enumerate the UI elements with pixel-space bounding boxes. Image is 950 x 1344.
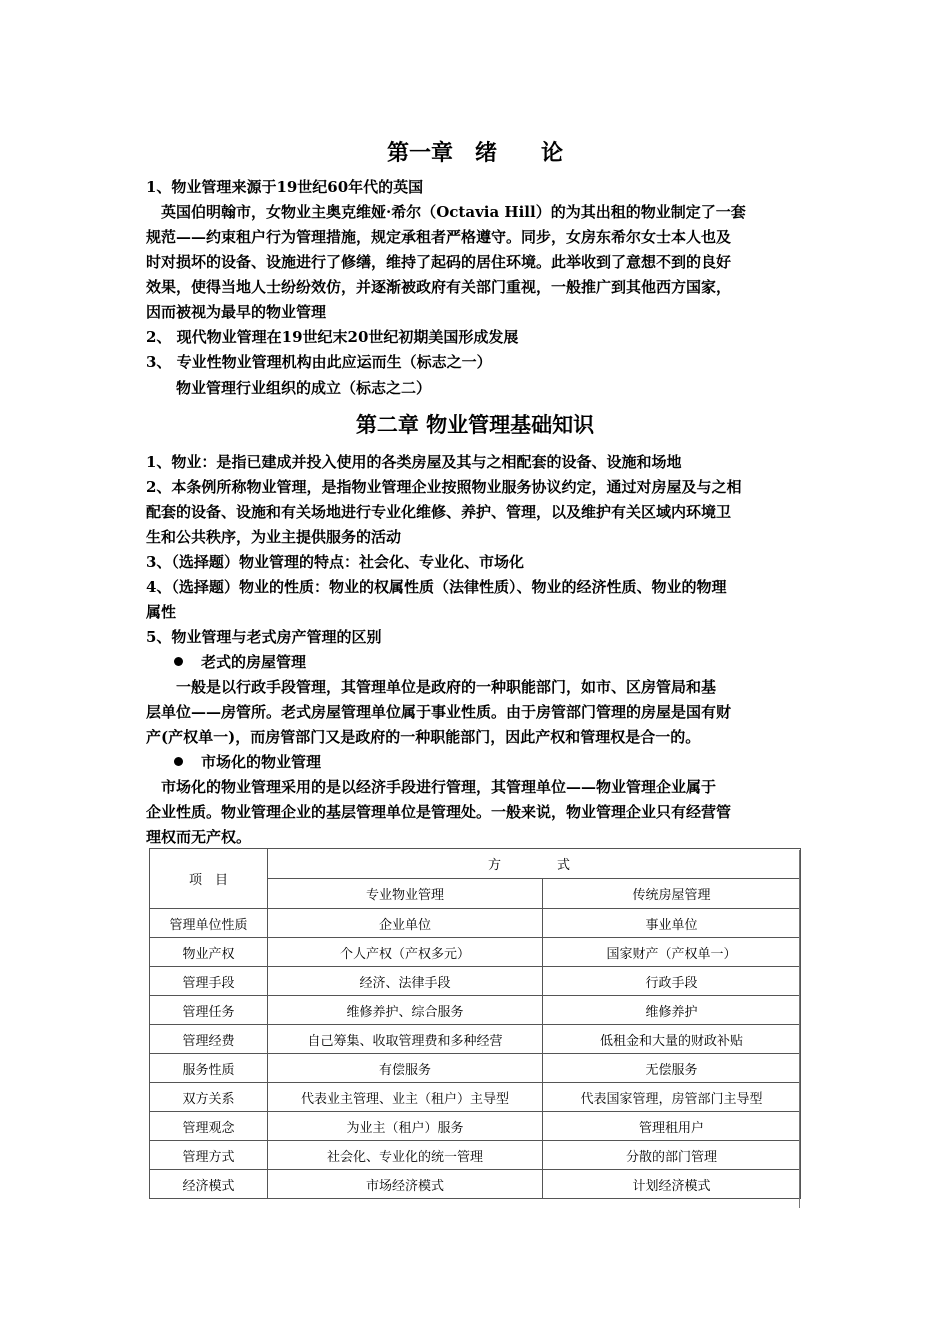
ch2-line-6: 4、（选择题）物业的性质：物业的权属性质（法律性质）、物业的经济性质、物业的物理 — [146, 578, 727, 596]
table-row — [150, 1083, 801, 1112]
ch2-line-3: 配套的设备、设施和有关场地进行专业化维修、养护、管理，以及维护有关区域内环境卫 — [146, 503, 732, 521]
table-cell: 管理单位性质 — [150, 909, 268, 938]
table-cell: 分散的部门管理 — [543, 1141, 801, 1170]
table-cell: 低租金和大量的财政补贴 — [543, 1025, 801, 1054]
para2-line-2: 企业性质。物业管理企业的基层管理单位是管理处。一般来说，物业管理企业只有经营管 — [146, 803, 732, 821]
table-cell: 经济模式 — [150, 1170, 268, 1199]
table-right-edge — [799, 850, 800, 1208]
table-cell: 管理手段 — [150, 967, 268, 996]
table-row — [150, 938, 801, 967]
table-cell: 代表业主管理、业主（租户）主导型 — [268, 1083, 543, 1112]
comparison-table — [149, 848, 801, 1199]
table-cell: 社会化、专业化的统一管理 — [268, 1141, 543, 1170]
header-mode: 方 式 — [268, 849, 801, 879]
table-cell: 无偿服务 — [543, 1054, 801, 1083]
bullet-dot — [174, 757, 183, 766]
table-row — [150, 1112, 801, 1141]
header-item: 项 目 — [150, 849, 268, 909]
ch1-line-5: 效果，使得当地人士纷纷效仿，并逐渐被政府有关部门重视，一般推广到其他西方国家， — [146, 278, 732, 296]
para1-line-3: 产(产权单一)，而房管部门又是政府的一种职能部门，因此产权和管理权是合一的。 — [146, 728, 701, 746]
table-cell: 为业主（租户）服务 — [268, 1112, 543, 1141]
ch1-line-1: 1、物业管理来源于19世纪60年代的英国 — [146, 178, 424, 196]
table-cell: 管理观念 — [150, 1112, 268, 1141]
ch1-line-9: 物业管理行业组织的成立（标志之二） — [161, 379, 432, 397]
table-cell: 物业产权 — [150, 938, 268, 967]
table-cell: 管理任务 — [150, 996, 268, 1025]
table-cell: 管理经费 — [150, 1025, 268, 1054]
table-row — [150, 996, 801, 1025]
table-cell: 事业单位 — [543, 909, 801, 938]
table-row — [150, 1025, 801, 1054]
table-cell: 国家财产（产权单一） — [543, 938, 801, 967]
bullet-market-property-label: 市场化的物业管理 — [201, 753, 322, 771]
table-row — [150, 909, 801, 938]
bullet-old-housing-label: 老式的房屋管理 — [201, 653, 307, 671]
para2-line-3: 理权而无产权。 — [146, 828, 252, 846]
table-cell: 管理方式 — [150, 1141, 268, 1170]
ch1-line-4: 时对损坏的设备、设施进行了修缮，维持了起码的居住环境。此举收到了意想不到的良好 — [146, 253, 732, 271]
table-cell: 经济、法律手段 — [268, 967, 543, 996]
table-cell: 服务性质 — [150, 1054, 268, 1083]
para1-line-2: 层单位——房管所。老式房屋管理单位属于事业性质。由于房管部门管理的房屋是国有财 — [146, 703, 732, 721]
table-cell: 行政手段 — [543, 967, 801, 996]
bullet-old-housing — [174, 650, 306, 674]
ch1-line-6: 因而被视为最早的物业管理 — [146, 303, 327, 321]
table-cell: 自己筹集、收取管理费和多种经营 — [268, 1025, 543, 1054]
table-row — [150, 1141, 801, 1170]
header-col-traditional: 传统房屋管理 — [543, 879, 801, 909]
table-cell: 计划经济模式 — [543, 1170, 801, 1199]
table-cell: 市场经济模式 — [268, 1170, 543, 1199]
ch2-line-4: 生和公共秩序，为业主提供服务的活动 — [146, 528, 402, 546]
ch1-line-7: 2、 现代物业管理在19世纪末20世纪初期美国形成发展 — [146, 328, 519, 346]
ch1-line-3: 规范——约束租户行为管理措施，规定承租者严格遵守。同步，女房东希尔女士本人也及 — [146, 228, 732, 246]
ch2-line-5: 3、（选择题）物业管理的特点：社会化、专业化、市场化 — [146, 553, 524, 571]
header-col-professional: 专业物业管理 — [268, 879, 543, 909]
table-cell: 双方关系 — [150, 1083, 268, 1112]
chapter1-title: 第一章 绪 论 — [386, 140, 563, 166]
table-cell: 代表国家管理，房管部门主导型 — [543, 1083, 801, 1112]
ch2-line-7: 属性 — [146, 603, 177, 621]
bullet-dot — [174, 657, 183, 666]
table-row — [150, 1054, 801, 1083]
chapter2-title: 第二章 物业管理基础知识 — [355, 412, 595, 437]
para1-line-1: 一般是以行政手段管理，其管理单位是政府的一种职能部门，如市、区房管局和基 — [146, 678, 717, 696]
ch2-line-1: 1、物业：是指已建成并投入使用的各类房屋及其与之相配套的设备、设施和场地 — [146, 453, 682, 471]
table-cell: 管理租用户 — [543, 1112, 801, 1141]
table-cell: 企业单位 — [268, 909, 543, 938]
table-row — [150, 1170, 801, 1199]
ch1-line-8: 3、 专业性物业管理机构由此应运而生（标志之一） — [146, 353, 492, 371]
table-row — [150, 967, 801, 996]
ch1-line-2: 英国伯明翰市，女物业主奥克维娅·希尔（Octavia Hill）的为其出租的物业制定了一套 — [146, 203, 746, 221]
table-cell: 个人产权（产权多元） — [268, 938, 543, 967]
bullet-market-property — [174, 750, 321, 774]
table-cell: 有偿服务 — [268, 1054, 543, 1083]
table-cell: 维修养护 — [543, 996, 801, 1025]
table-cell: 维修养护、综合服务 — [268, 996, 543, 1025]
ch2-line-2: 2、本条例所称物业管理，是指物业管理企业按照物业服务协议约定，通过对房屋及与之相 — [146, 478, 742, 496]
ch2-line-8: 5、物业管理与老式房产管理的区别 — [146, 628, 382, 646]
para2-line-1: 市场化的物业管理采用的是以经济手段进行管理，其管理单位——物业管理企业属于 — [146, 778, 717, 796]
